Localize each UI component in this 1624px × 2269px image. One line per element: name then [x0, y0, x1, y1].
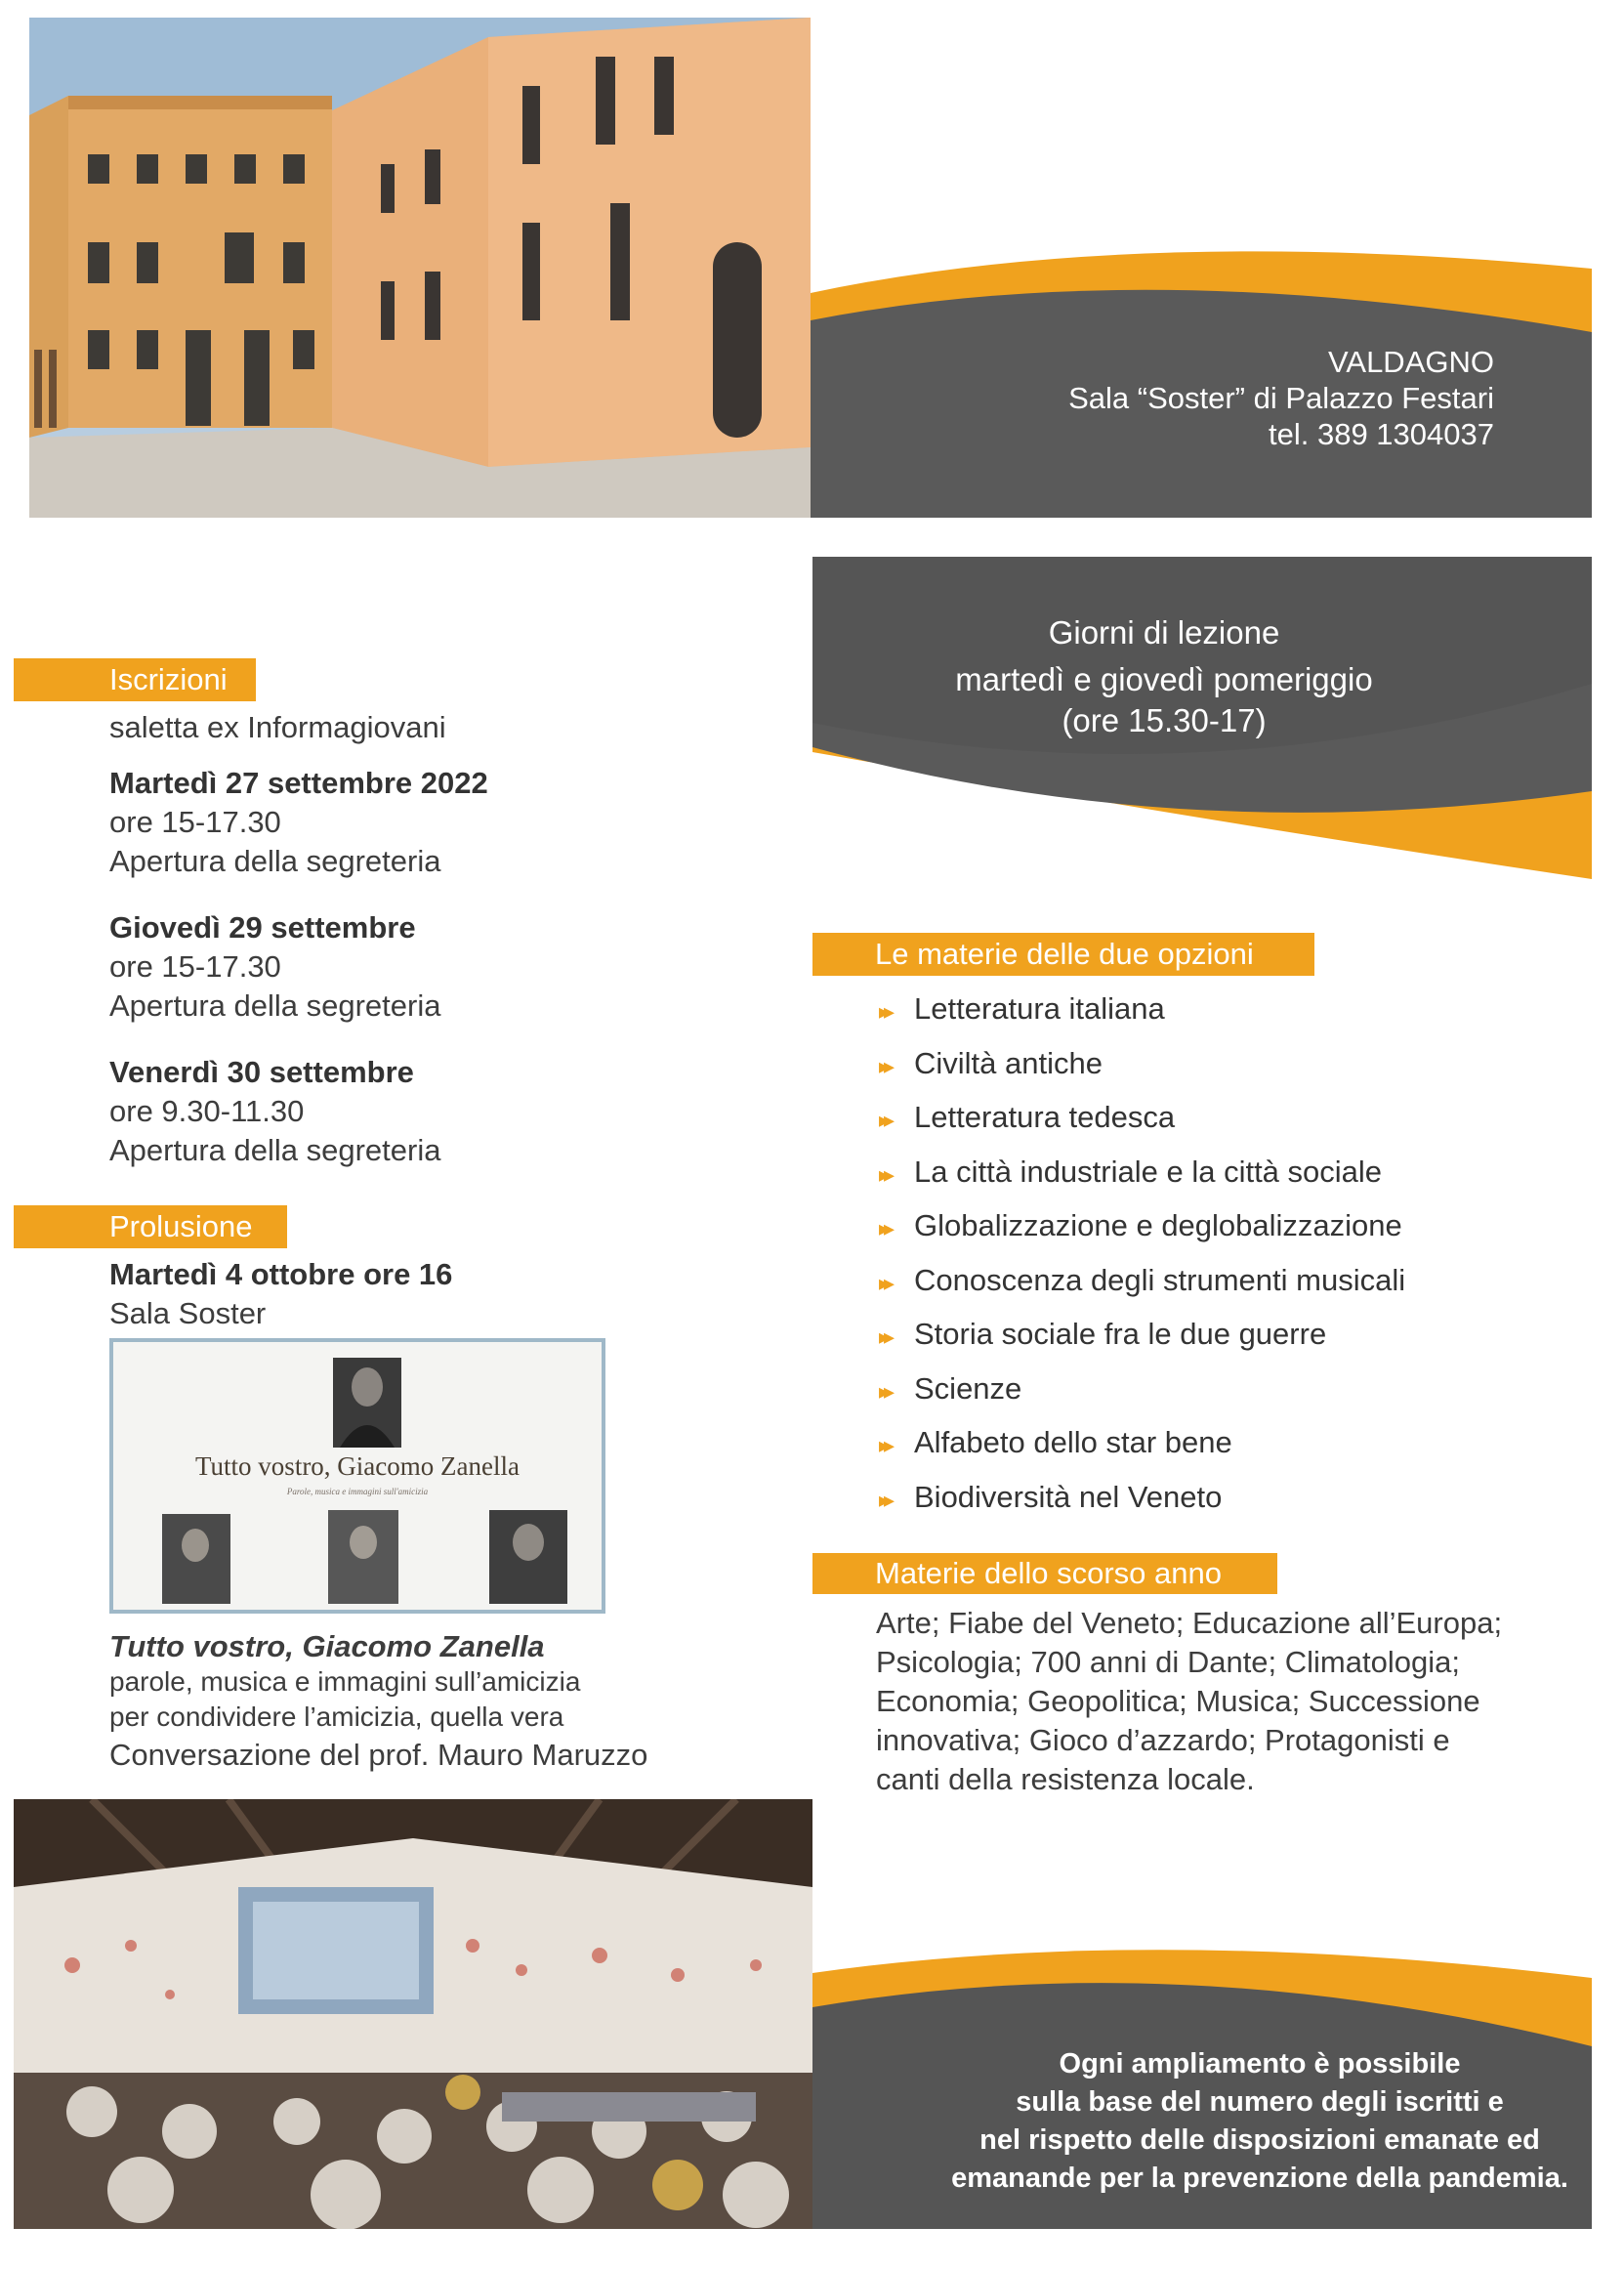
poster-title: Tutto vostro, Giacomo Zanella [195, 1451, 520, 1481]
subject-text: Letteratura tedesca [914, 1100, 1176, 1134]
prolusione-label-text: Prolusione [109, 1209, 253, 1243]
subject-item [879, 1036, 1405, 1091]
location-venue: Sala “Soster” di Palazzo Festari [1068, 381, 1494, 415]
materie-label [812, 933, 1314, 976]
double-arrow-icon: ▸▸ [879, 1487, 890, 1512]
iscrizioni-time-2: ore 15-17.30 [109, 949, 281, 984]
double-arrow-icon: ▸▸ [879, 999, 890, 1024]
subject-item [879, 1362, 1405, 1416]
scorso-anno-label-text: Materie dello scorso anno [875, 1556, 1222, 1590]
subject-text: Alfabeto dello star bene [914, 1425, 1232, 1459]
prolusione-date: Martedì 4 ottobre ore 16 [109, 1257, 453, 1291]
caption-line-2: per condividere l’amicizia, quella vera [109, 1702, 564, 1732]
caption-line-3: Conversazione del prof. Mauro Maruzzo [109, 1738, 648, 1772]
pandemic-line-1: Ogni ampliamento è possibile [1059, 2048, 1461, 2080]
prolusione-place: Sala Soster [109, 1296, 267, 1330]
double-arrow-icon: ▸▸ [879, 1161, 890, 1187]
subject-text: Storia sociale fra le due guerre [914, 1317, 1327, 1351]
subject-text: Letteratura italiana [914, 991, 1165, 1026]
palazzo-festari-photo [29, 18, 811, 518]
iscrizioni-time-1: ore 15-17.30 [109, 805, 281, 839]
lessons-banner [812, 557, 1592, 879]
subject-item [879, 1145, 1405, 1199]
iscrizioni-place: saletta ex Informagiovani [109, 710, 446, 744]
poster-subtitle: Parole, musica e immagini sull'amicizia [286, 1487, 429, 1496]
subject-item [879, 1090, 1405, 1145]
subject-text: Globalizzazione e deglobalizzazione [914, 1208, 1402, 1242]
subject-item [879, 1470, 1405, 1525]
subject-item [879, 1198, 1405, 1253]
subject-text: La città industriale e la città sociale [914, 1154, 1383, 1189]
pandemic-line-3: nel rispetto delle disposizioni emanate ed [979, 2124, 1540, 2156]
subject-text: Civiltà antiche [914, 1045, 1103, 1080]
conference-room-photo [14, 1799, 812, 2229]
subject-item [879, 1253, 1405, 1308]
double-arrow-icon: ▸▸ [879, 1270, 890, 1295]
scorso-anno-line-4: innovativa; Gioco d’azzardo; Protagonisti e [876, 1723, 1450, 1757]
lessons-days: martedì e giovedì pomeriggio [955, 661, 1373, 697]
iscrizioni-date-3: Venerdì 30 settembre [109, 1055, 414, 1089]
iscrizioni-time-3: ore 9.30-11.30 [109, 1094, 305, 1128]
pandemic-line-2: sulla base del numero degli iscritti e [1016, 2086, 1504, 2118]
materie-label-text: Le materie delle due opzioni [875, 937, 1254, 971]
double-arrow-icon: ▸▸ [879, 1053, 890, 1078]
scorso-anno-line-5: canti della resistenza locale. [876, 1762, 1255, 1796]
location-banner [811, 195, 1592, 518]
subjects-list [879, 982, 1405, 1524]
subject-item [879, 982, 1405, 1036]
scorso-anno-line-1: Arte; Fiabe del Veneto; Educazione all’Europa; [876, 1606, 1503, 1640]
caption-title: Tutto vostro, Giacomo Zanella [109, 1629, 545, 1663]
iscrizioni-date-2: Giovedì 29 settembre [109, 910, 416, 945]
lessons-title: Giorni di lezione [1048, 614, 1280, 651]
double-arrow-icon: ▸▸ [879, 1108, 890, 1132]
pandemic-line-4: emanande per la prevenzione della pandemia. [951, 2163, 1568, 2194]
pandemic-banner [812, 1934, 1592, 2229]
double-arrow-icon: ▸▸ [879, 1378, 890, 1404]
iscrizioni-label [14, 658, 256, 701]
subject-text: Biodiversità nel Veneto [914, 1479, 1223, 1514]
iscrizioni-note-3: Apertura della segreteria [109, 1133, 441, 1167]
caption-line-1: parole, musica e immagini sull’amicizia [109, 1666, 581, 1697]
double-arrow-icon: ▸▸ [879, 1433, 890, 1457]
lessons-hours: (ore 15.30-17) [1062, 702, 1267, 738]
location-phone: tel. 389 1304037 [1269, 417, 1494, 451]
scorso-anno-label [812, 1553, 1277, 1594]
subject-text: Scienze [914, 1370, 1022, 1406]
location-city: VALDAGNO [1328, 345, 1494, 379]
subject-item [879, 1415, 1405, 1470]
subject-item [879, 1307, 1405, 1362]
iscrizioni-label-text: Iscrizioni [109, 662, 228, 696]
prolusione-label [14, 1205, 287, 1248]
subject-text: Conoscenza degli strumenti musicali [914, 1262, 1406, 1297]
double-arrow-icon: ▸▸ [879, 1216, 890, 1240]
zanella-poster [109, 1338, 605, 1614]
scorso-anno-line-3: Economia; Geopolitica; Musica; Successione [876, 1684, 1480, 1718]
iscrizioni-note-1: Apertura della segreteria [109, 844, 441, 878]
double-arrow-icon: ▸▸ [879, 1324, 890, 1349]
iscrizioni-date-1: Martedì 27 settembre 2022 [109, 766, 488, 800]
iscrizioni-note-2: Apertura della segreteria [109, 988, 441, 1023]
scorso-anno-line-2: Psicologia; 700 anni di Dante; Climatologia; [876, 1645, 1460, 1679]
